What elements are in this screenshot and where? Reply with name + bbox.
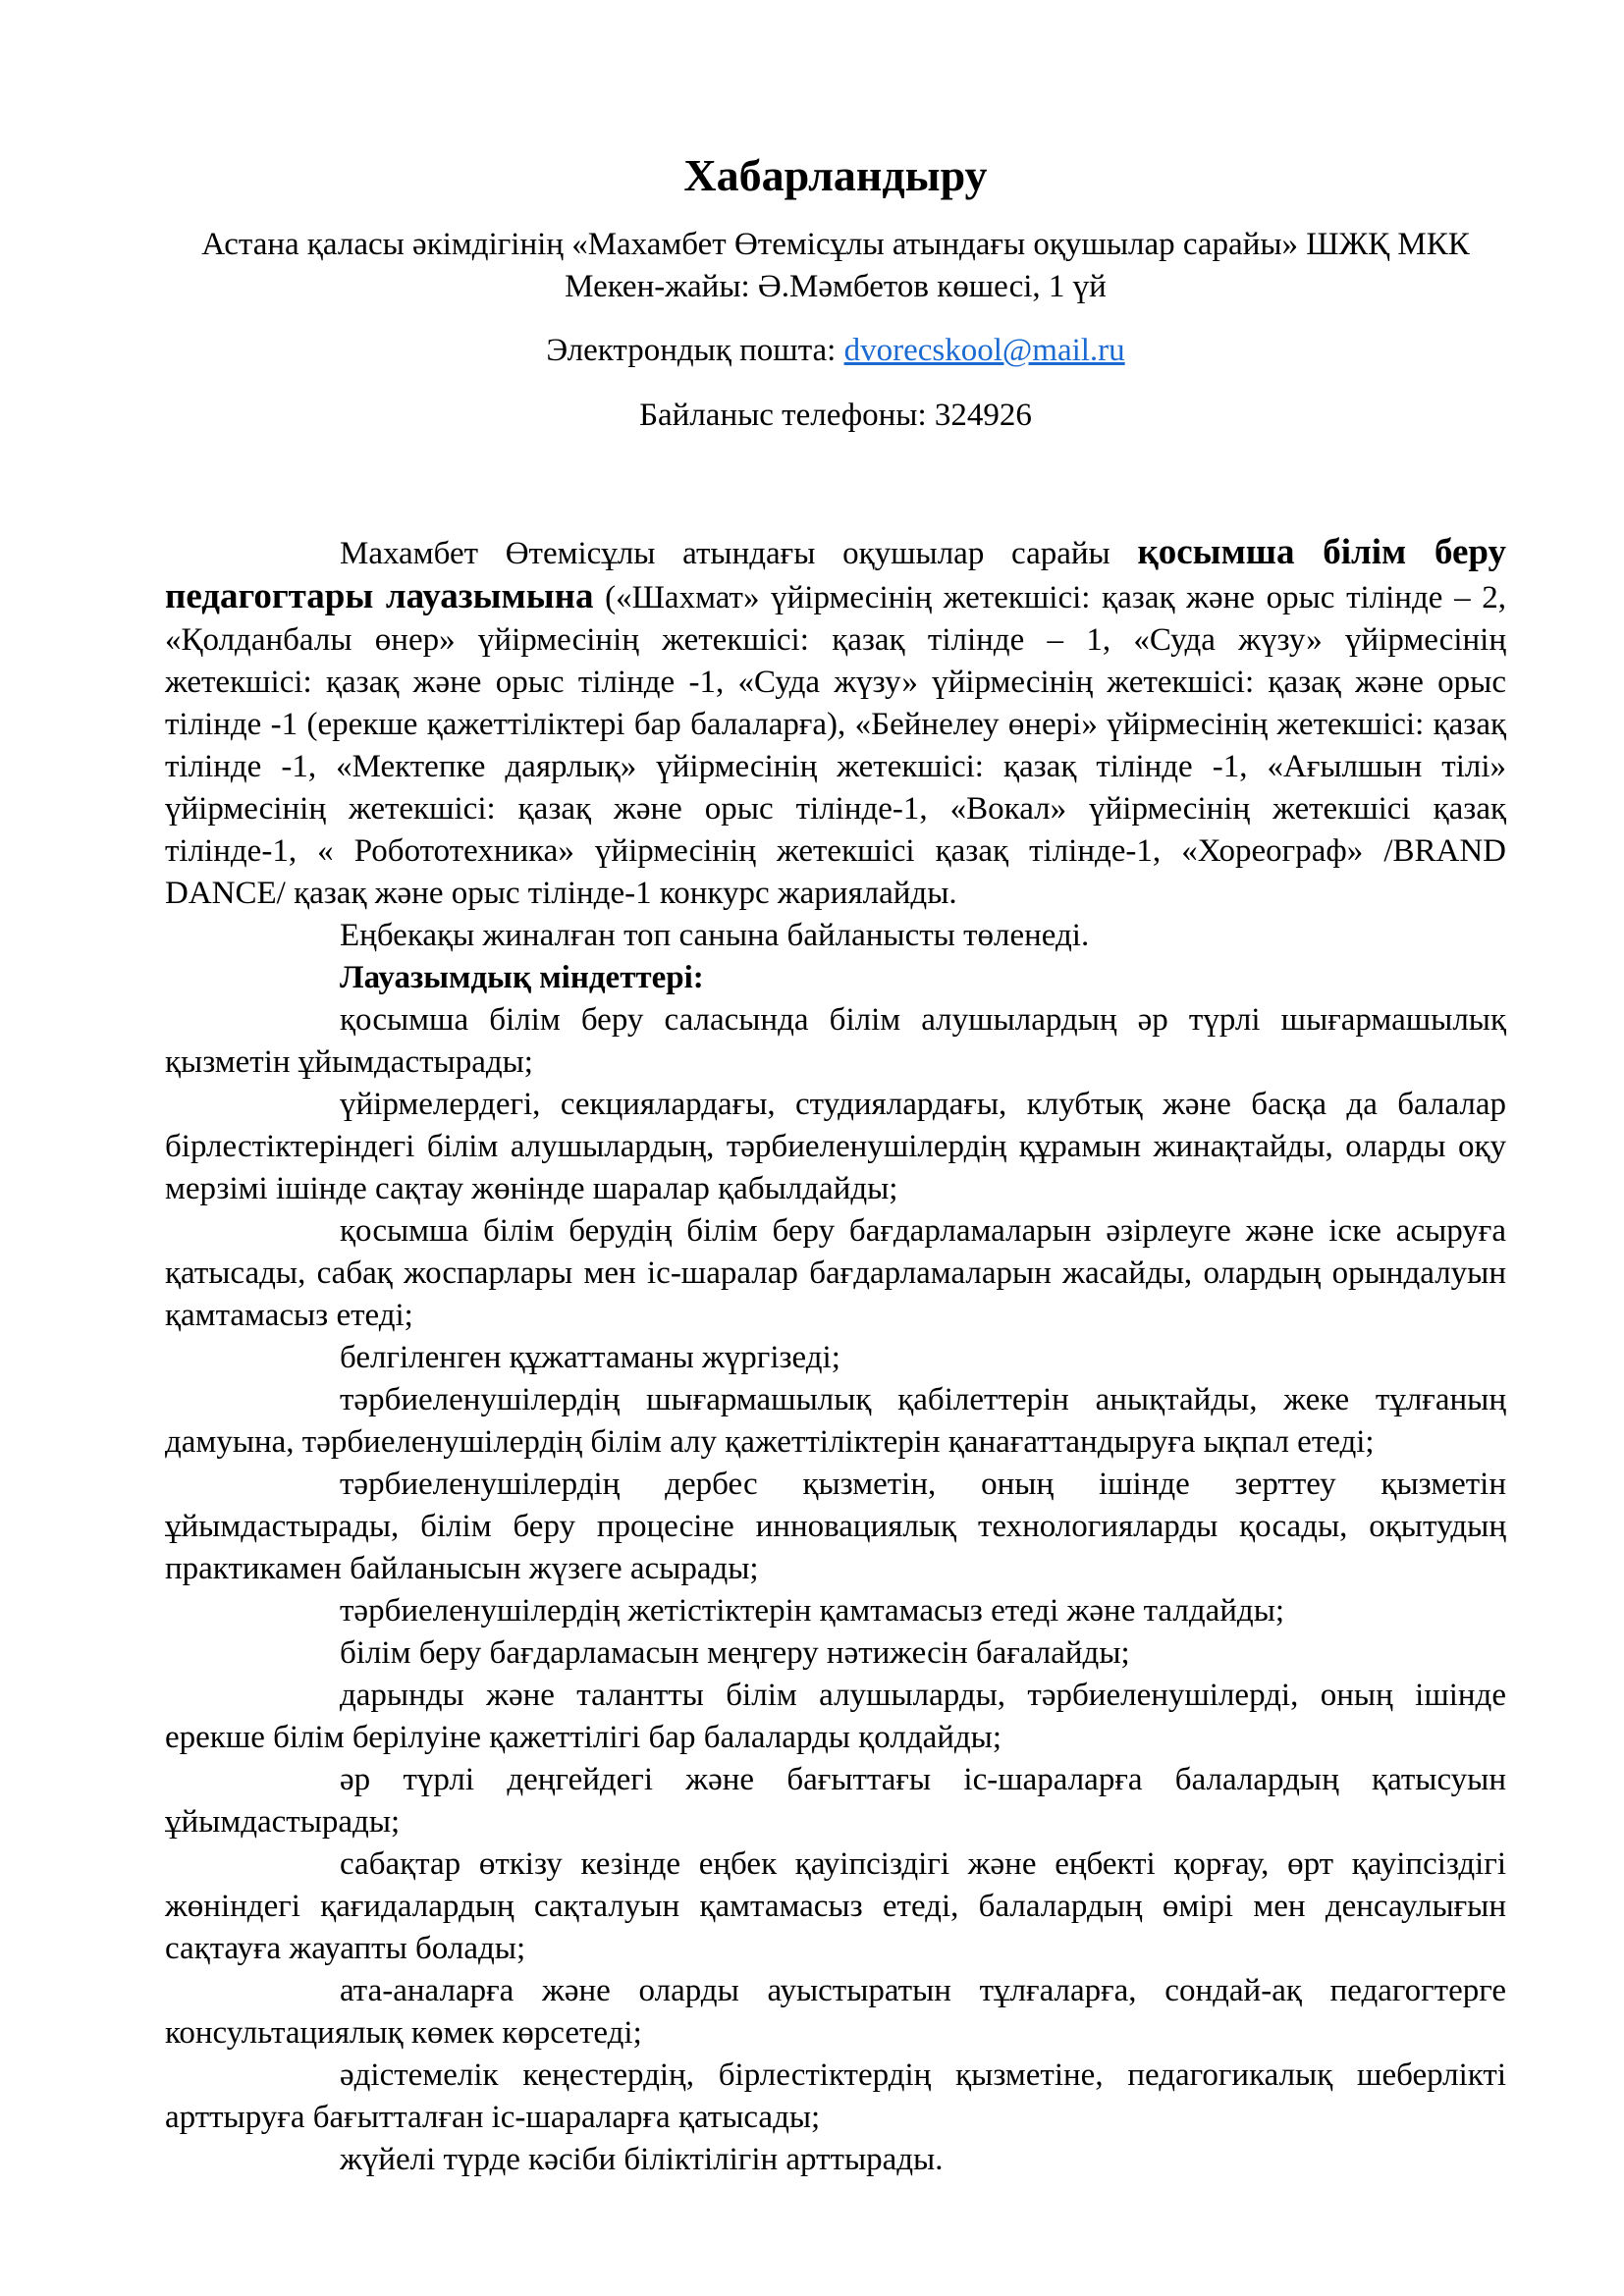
duty-item: қосымша білім беру саласында білім алушылардың әр түрлі шығармашылық қызметін ұйымдастырады; bbox=[165, 1002, 1506, 1080]
organization-name: Астана қаласы әкімдігінің «Махамбет Өтемісұлы атындағы оқушылар сарайы» ШЖҚ МКК bbox=[201, 227, 1470, 262]
duty-item: ата-аналарға және оларды ауыстыратын тұлғаларға, сондай-ақ педагогтерге консультациялық көмек көрсетеді; bbox=[165, 1973, 1506, 2051]
duty-item: қосымша білім берудің білім беру бағдарламаларын әзірлеуге және іске асыруға қатысады, сабақ жоспарлары мен іс-шаралар бағдарламаларын жасайды, олардың орындалуын қамтамасыз етеді; bbox=[165, 1213, 1506, 1333]
duty-item: жүйелі түрде кәсіби біліктілігін арттырады. bbox=[340, 2142, 944, 2177]
page-title: Хабарландыру bbox=[683, 150, 988, 200]
duty-item: тәрбиеленушілердің жетістіктерін қамтамасыз етеді және талдайды; bbox=[340, 1593, 1285, 1629]
email-label: Электрондық пошта: bbox=[546, 333, 844, 368]
phone-line: Байланыс телефоны: 324926 bbox=[639, 398, 1032, 433]
duty-item: дарынды және талантты білім алушыларды, тәрбиеленушілерді, оның ішінде ерекше білім берілуіне қажеттілігі бар балаларды қолдайды; bbox=[165, 1678, 1506, 1755]
duties-heading: Лауазымдық міндеттері: bbox=[340, 960, 704, 995]
vacancy-position-bold: қосымша білім беру педагогтары лауазымына bbox=[165, 532, 1506, 616]
email-line bbox=[165, 330, 1506, 372]
vacancy-paragraph bbox=[165, 531, 1506, 915]
organization-address: Мекен-жайы: Ә.Мәмбетов көшесі, 1 үй bbox=[565, 269, 1107, 304]
duty-item: білім беру бағдарламасын меңгеру нәтижесін бағалайды; bbox=[340, 1635, 1130, 1671]
duty-item: сабақтар өткізу кезінде еңбек қауіпсіздігі және еңбекті қорғау, өрт қауіпсіздігі жөніндегі қағидалардың сақталуын қамтамасыз етеді, балалардың өмірі мен денсаулығын сақтауға жауапты болады; bbox=[165, 1846, 1506, 1966]
organization-block bbox=[165, 224, 1506, 308]
duty-item: әдістемелік кеңестердің, бірлестіктердің қызметіне, педагогикалық шеберлікті арттыруға бағытталған іс-шараларға қатысады; bbox=[165, 2057, 1506, 2135]
vacancy-details: («Шахмат» үйірмесінің жетекшісі: қазақ және орыс тілінде – 2, «Қолданбалы өнер» үйірмесінің жетекшісі: қазақ тілінде – 1, «Суда жүзу» үйірмесінің жетекшісі: қазақ және орыс тілінде -1, «Суда жүзу» үйірмесінің жетекшісі: қазақ және орыс тілінде -1 (ерекше қажеттіліктері бар балаларға), «Бейнелеу өнері» үйірмесінің жетекшісі: қазақ тілінде -1, «Мектепке даярлық» үйірмесінің жетекшісі: қазақ тілінде -1, «Ағылшын тілі» үйірмесінің жетекшісі: қазақ және орыс тілінде-1, «Вокал» үйірмесінің жетекшісі қазақ тілінде-1, « Робототехника» үйірмесінің жетекшісі қазақ тілінде-1, «Хореограф» /BRAND DANCE/ қазақ және орыс тілінде-1 конкурс жариялайды. bbox=[165, 580, 1506, 911]
duty-item: тәрбиеленушілердің шығармашылық қабілеттерін анықтайды, жеке тұлғаның дамуына, тәрбиеленушілердің білім алу қажеттіліктерін қанағаттандыруға ықпал етеді; bbox=[165, 1382, 1506, 1460]
salary-paragraph: Еңбекақы жиналған топ санына байланысты төленеді. bbox=[340, 918, 1090, 953]
duty-item: белгіленген құжаттаманы жүргізеді; bbox=[340, 1340, 840, 1375]
duty-item: әр түрлі деңгейдегі және бағыттағы іс-шараларға балалардың қатысуын ұйымдастырады; bbox=[165, 1762, 1506, 1840]
duty-item: тәрбиеленушілердің дербес қызметін, оның ішінде зерттеу қызметін ұйымдастырады, білім беру процесіне инновациялық технологияларды қосады, оқытудың практикамен байланысын жүзеге асырады; bbox=[165, 1467, 1506, 1586]
document-body bbox=[165, 531, 1506, 2181]
duty-item: үйірмелердегі, секциялардағы, студиялардағы, клубтық және басқа да балалар бірлестіктеріндегі білім алушылардың, тәрбиеленушілердің құрамын жинақтайды, оларды оқу мерзімі ішінде сақтау жөнінде шаралар қабылдайды; bbox=[165, 1087, 1506, 1206]
email-link[interactable]: dvorecskool@mail.ru bbox=[843, 333, 1125, 368]
vacancy-lead: Махамбет Өтемісұлы атындағы оқушылар сарайы bbox=[340, 536, 1138, 571]
